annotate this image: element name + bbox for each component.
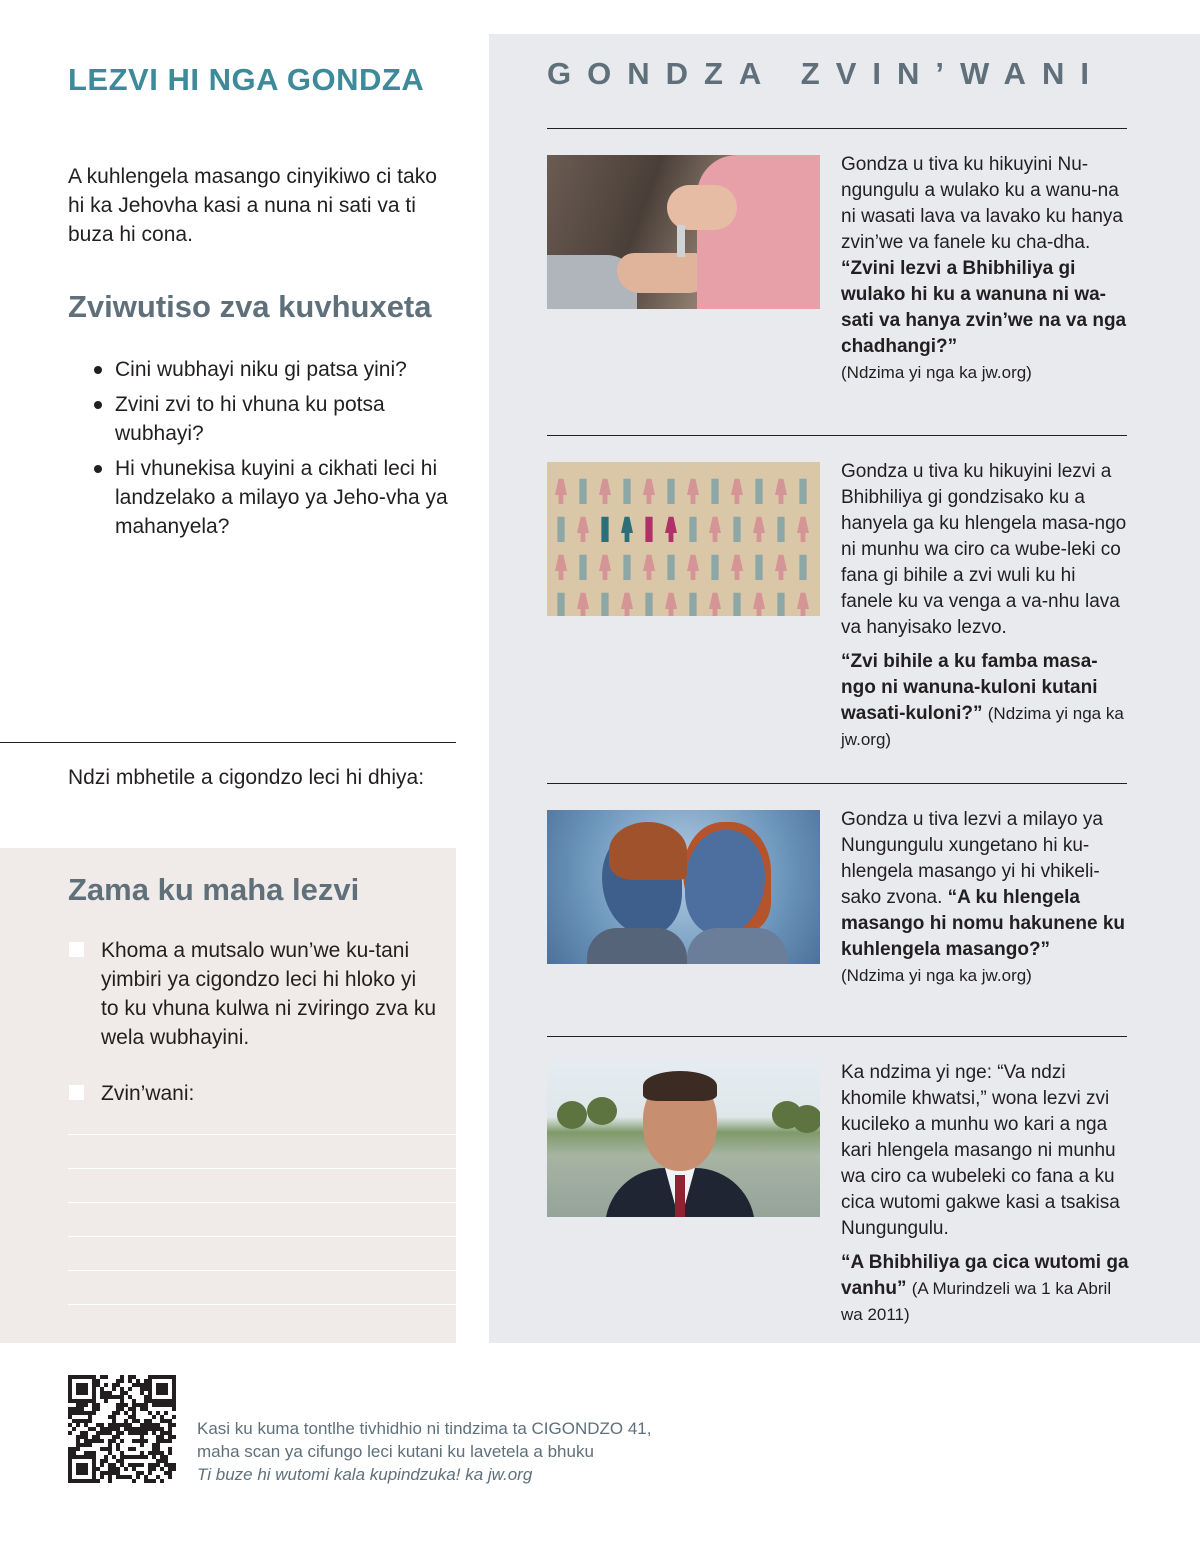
divider [547, 435, 1127, 436]
item-reference: (A Murindzeli wa 1 ka Abril wa 2011) [841, 1279, 1112, 1324]
figure-icon [775, 544, 787, 580]
figure-icon [555, 506, 567, 542]
divider [0, 742, 456, 743]
figure-icon [753, 506, 765, 542]
item-article-title[interactable]: “A Bhibhiliya ga cica wutomi ga vanhu” [841, 1252, 1129, 1299]
writing-line[interactable] [68, 1168, 456, 1169]
figure-icon [577, 582, 589, 616]
item-reference: (Ndzima yi nga ka jw.org) [841, 966, 1032, 985]
item-article-title[interactable]: “A ku hlengela masango hi nomu hakunene ku kuhlengela masango?” [841, 887, 1125, 960]
figure-icon [753, 582, 765, 616]
learn-more-item [841, 459, 1129, 753]
item-text: Gondza u tiva ku hikuyini lezvi a Bhibhiliya gi gondzisako ku a hanyela ga ku hlengela masa-ngo ni munhu wa ciro ca wube-leki co fana gi bihile a zvi wuli ku hi fanele ku va venga a va-nhu lava va hanyisako lezvo. [841, 461, 1127, 638]
figure-icon [665, 468, 677, 504]
item-text: Gondza u tiva lezvi a milayo ya Nungungulu xungetano hi ku-hlengela masango yi hi vhikeli-sako zvona. [841, 809, 1103, 908]
footer-note [197, 1417, 757, 1486]
figure-icon [687, 506, 699, 542]
figure-icon [709, 544, 721, 580]
figure-icon [599, 468, 611, 504]
figure-icon [621, 544, 633, 580]
figure-icon [555, 544, 567, 580]
man-in-suit-portrait-photo [547, 1063, 820, 1217]
figure-icon [775, 582, 787, 616]
task-checkbox[interactable] [69, 1085, 84, 1100]
figure-icon [555, 468, 567, 504]
figure-icon [577, 506, 589, 542]
figure-icon [797, 582, 809, 616]
figure-icon [709, 582, 721, 616]
figure-icon [687, 544, 699, 580]
item-text: Gondza u tiva ku hikuyini Nu-ngungulu a wulako ku a wanu-na ni wasati lava va lavako ku hanya zvin’we va fanele ku cha-dha. [841, 154, 1123, 253]
review-question: Zvini zvi to hi vhuna ku potsa wubhayi? [92, 390, 452, 448]
figure-icon [753, 468, 765, 504]
figure-icon [775, 468, 787, 504]
task-text: Zvin’wani: [101, 1082, 195, 1105]
learn-more-item [841, 152, 1129, 386]
same-sex-couples-figures-illustration [547, 462, 820, 616]
review-question: Hi vhunekisa kuyini a cikhati leci hi landzelako a milayo ya Jeho-vha ya mahanyela? [92, 454, 452, 541]
figure-icon [621, 506, 633, 542]
figure-icon [709, 506, 721, 542]
writing-line[interactable] [68, 1270, 456, 1271]
figure-icon [731, 544, 743, 580]
learn-more-item [841, 1060, 1129, 1328]
writing-line[interactable] [68, 1202, 456, 1203]
divider [547, 783, 1127, 784]
figure-icon [665, 582, 677, 616]
task-item [68, 1079, 438, 1108]
figure-icon [577, 468, 589, 504]
figure-icon [643, 468, 655, 504]
hands-exchanging-keys-photo [547, 155, 820, 309]
figure-icon [621, 468, 633, 504]
review-heading: Zviwutiso zva kuvhuxeta [68, 289, 432, 324]
try-heading: Zama ku maha lezvi [68, 872, 360, 907]
qr-code-icon[interactable] [68, 1375, 176, 1483]
writing-line[interactable] [68, 1304, 456, 1305]
figure-icon [599, 544, 611, 580]
divider [547, 128, 1127, 129]
item-reference: (Ndzima yi nga ka jw.org) [841, 704, 1124, 749]
figure-icon [775, 506, 787, 542]
figure-icon [643, 544, 655, 580]
figure-icon [555, 582, 567, 616]
figure-icon [621, 582, 633, 616]
figure-icon [731, 468, 743, 504]
figure-icon [731, 506, 743, 542]
figure-icon [643, 506, 655, 542]
figure-icon [797, 544, 809, 580]
figure-icon [643, 582, 655, 616]
review-question: Cini wubhayi niku gi patsa yini? [92, 355, 452, 384]
item-article-title[interactable]: “Zvi bihile a ku famba masa-ngo ni wanuna-kuloni kutani wasati-kuloni?” [841, 651, 1098, 724]
item-text: Ka ndzima yi nge: “Va ndzi khomile khwatsi,” wona lezvi zvi kucileko a munhu wo kari a nga kari hlengela masango ni munhu wa ciro ca wubeleki co fana a ku cica wutomi gakwe kasi a tsakisa Nungungulu. [841, 1062, 1120, 1239]
figure-icon [687, 468, 699, 504]
figure-icon [577, 544, 589, 580]
learn-more-item [841, 807, 1129, 989]
figure-icon [687, 582, 699, 616]
item-reference: (Ndzima yi nga ka jw.org) [841, 363, 1032, 382]
review-question-list [92, 355, 452, 547]
summary-heading: LEZVI HI NGA GONDZA [68, 62, 425, 97]
figure-icon [709, 468, 721, 504]
footer-line: Kasi ku kuma tontlhe tivhidhio ni tindzima ta CIGONDZO 41, [197, 1419, 652, 1438]
figure-icon [753, 544, 765, 580]
footer-line: Ti buze hi wutomi kala kupindzuka! ka jw.org [197, 1465, 533, 1484]
man-woman-profiles-illustration [547, 810, 820, 964]
figure-icon [797, 506, 809, 542]
figure-icon [665, 506, 677, 542]
figure-icon [731, 582, 743, 616]
figure-icon [797, 468, 809, 504]
figure-icon [599, 582, 611, 616]
task-item [68, 936, 438, 1052]
completion-date-label: Ndzi mbhetile a cigondzo leci hi dhiya: [68, 766, 425, 789]
footer-line: maha scan ya cifungo leci kutani ku lavetela a bhuku [197, 1442, 594, 1461]
task-text: Khoma a mutsalo wun’we ku-tani yimbiri ya cigondzo leci hi hloko yi to ku vhuna kulwa ni zviringo zva ku wela wubhayini. [101, 939, 437, 1049]
item-article-title[interactable]: “Zvini lezvi a Bhibhiliya gi wulako hi ku a wanuna ni wa-sati va hanya zvin’we na va nga chadhangi?” [841, 258, 1127, 357]
figure-icon [599, 506, 611, 542]
divider [547, 1036, 1127, 1037]
task-checkbox[interactable] [69, 942, 84, 957]
figure-icon [665, 544, 677, 580]
learn-more-heading: GONDZA ZVIN’WANI [547, 56, 1105, 91]
writing-line[interactable] [68, 1134, 456, 1135]
writing-line[interactable] [68, 1236, 456, 1237]
summary-text: A kuhlengela masango cinyikiwo ci tako hi ka Jehovha kasi a nuna ni sati va ti buza hi cona. [68, 165, 437, 246]
